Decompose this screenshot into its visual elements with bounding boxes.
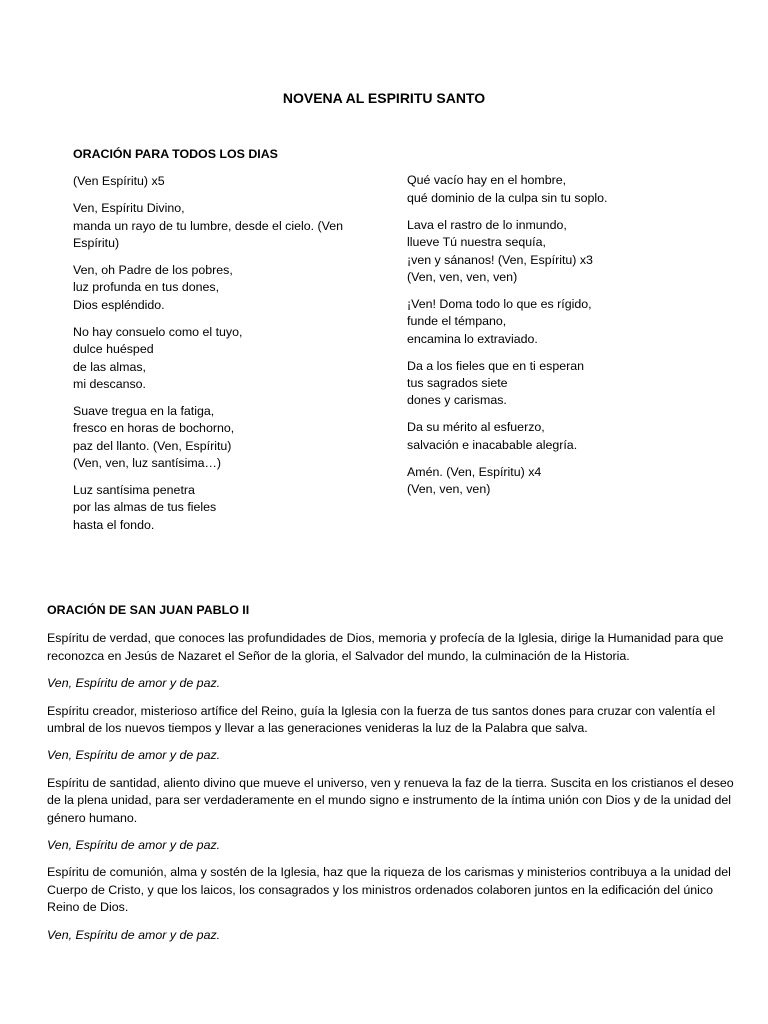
prayer-paragraph: Espíritu de comunión, alma y sostén de la Iglesia, haz que la riqueza de los carismas y ministerios contribuya a la unidad del Cuerpo de Cristo, y que los laicos, los consagrados y los ministros ordenados colaboren juntos en la edificación del único Reino de Dios.	[47, 865, 731, 915]
section-heading: ORACIÓN PARA TODOS LOS DIAS	[73, 147, 278, 161]
prayer-paragraph: Espíritu de verdad, que conoces las profundidades de Dios, memoria y profecía de la Iglesia, dirige la Humanidad para que reconozca en Jesús de Nazaret el Señor de la gloria, el Salvador del mundo, la culminación de la Historia.	[47, 631, 724, 663]
section-heading: ORACIÓN DE SAN JUAN PABLO II	[47, 603, 250, 617]
stanza: Suave tregua en la fatiga, fresco en horas de bochorno, paz del llanto. (Ven, Espíritu) (Ven, ven, luz santísima…)	[73, 403, 235, 471]
section-oracion-todos-los-dias	[73, 146, 693, 532]
stanza: Qué vacío hay en el hombre, qué dominio de la culpa sin tu soplo.	[407, 173, 608, 205]
left-column	[73, 173, 373, 543]
stanza: Ven, Espíritu Divino, manda un rayo de tu lumbre, desde el cielo. (Ven Espíritu)	[73, 201, 344, 251]
stanza: ¡Ven! Doma todo lo que es rígido, funde el témpano, encamina lo extraviado.	[407, 296, 592, 346]
stanza: Amén. (Ven, Espíritu) x4 (Ven, ven, ven)	[407, 464, 542, 496]
refrain: Ven, Espíritu de amor y de paz.	[47, 676, 221, 691]
stanza: No hay consuelo como el tuyo, dulce huésped de las almas, mi descanso.	[73, 324, 243, 391]
right-column	[407, 172, 697, 508]
document-title: NOVENA AL ESPIRITU SANTO	[282, 90, 486, 106]
prayer-paragraph: Espíritu de santidad, aliento divino que mueve el universo, ven y renueva la faz de la tierra. Suscita en los cristianos el deseo de la plena unidad, para ser verdaderamente en el mundo signo e instrumento de la íntima unión con Dios y de la unidad del género humano.	[47, 775, 734, 825]
refrain: Ven, Espíritu de amor y de paz.	[47, 838, 221, 853]
prayer-paragraph: Espíritu creador, misterioso artífice del Reino, guía la Iglesia con la fuerza de tus santos dones para cruzar con valentía el umbral de los nuevos tiempos y llevar a las generaciones venideras la luz de la Palabra que salva.	[47, 703, 716, 736]
stanza: (Ven Espíritu) x5	[73, 174, 165, 189]
stanza: Lava el rastro de lo inmundo, llueve Tú nuestra sequía, ¡ven y sánanos! (Ven, Espíritu) x3 (Ven, ven, ven, ven)	[407, 217, 593, 284]
section-oracion-san-juan-pablo	[47, 602, 737, 954]
stanza: Da a los fieles que en ti esperan tus sagrados siete dones y carismas.	[407, 358, 585, 408]
stanza: Luz santísima penetra por las almas de tus fieles hasta el fondo.	[73, 483, 217, 532]
refrain: Ven, Espíritu de amor y de paz.	[47, 748, 221, 763]
stanza: Da su mérito al esfuerzo, salvación e inacabable alegría.	[407, 420, 578, 452]
refrain: Ven, Espíritu de amor y de paz.	[47, 927, 221, 942]
stanza: Ven, oh Padre de los pobres, luz profunda en tus dones, Dios espléndido.	[73, 263, 233, 312]
